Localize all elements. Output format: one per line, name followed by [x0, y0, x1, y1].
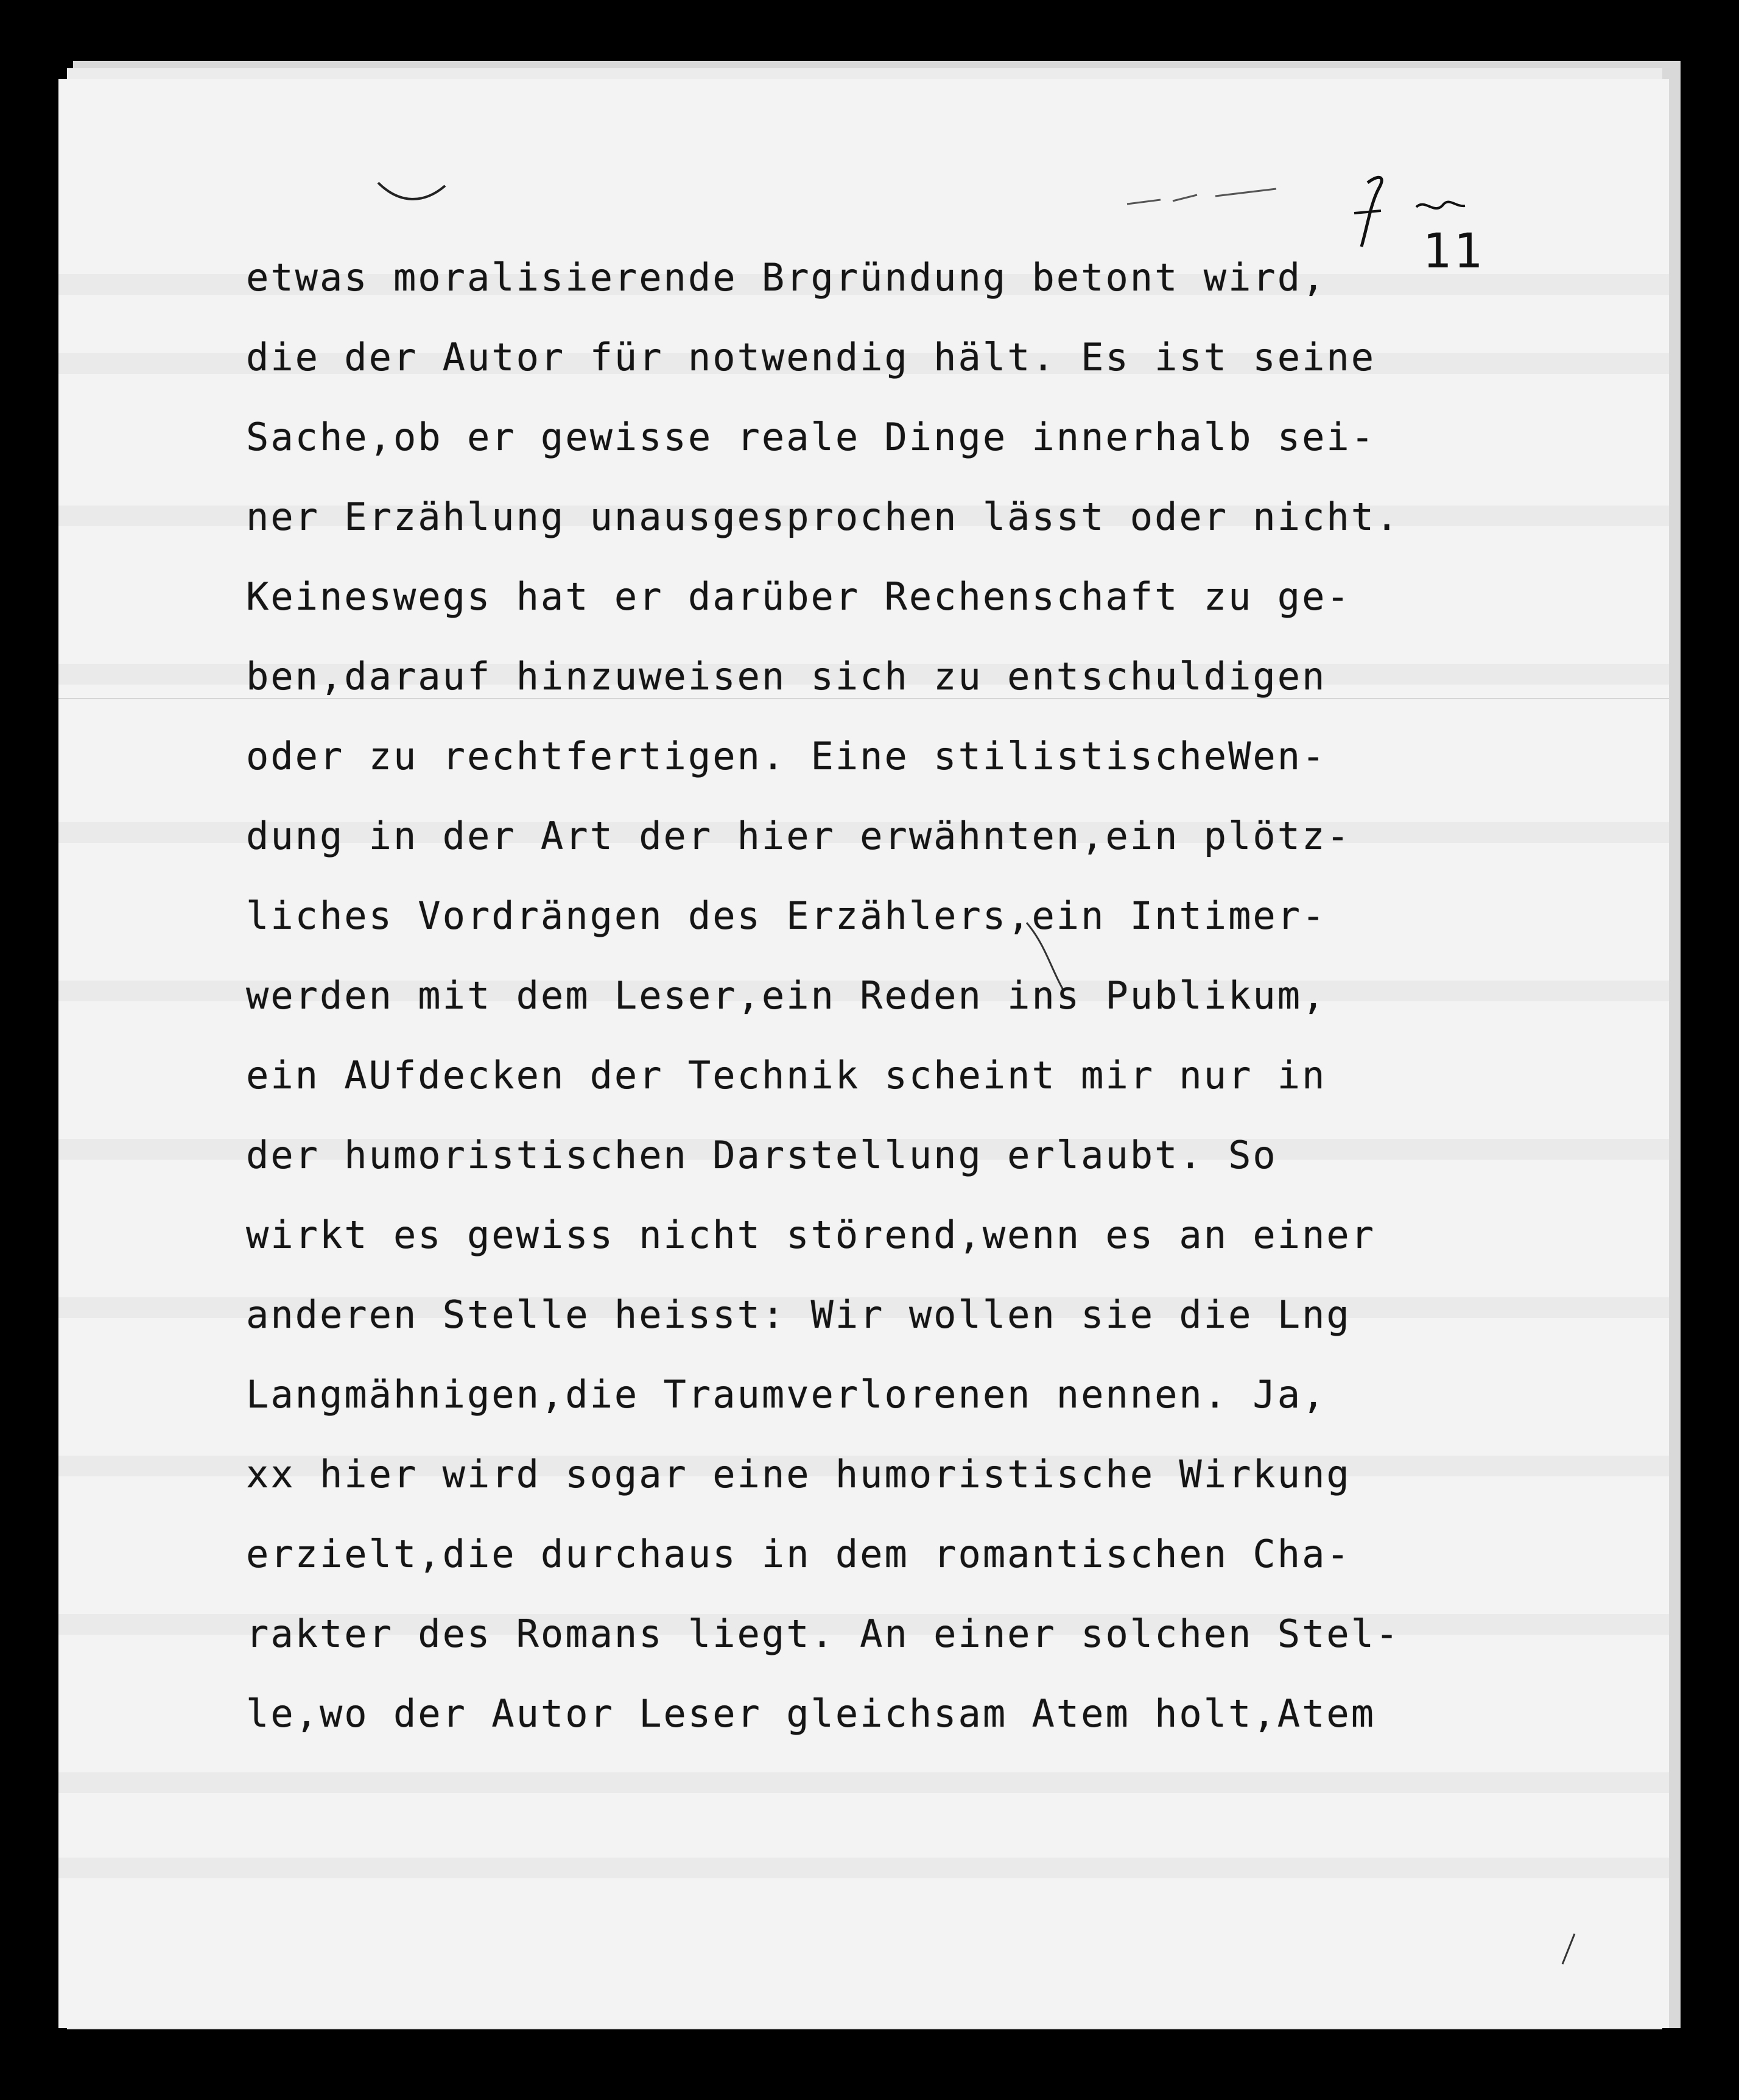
text-line: wirkt es gewiss nicht störend,wenn es an einer	[246, 1213, 1376, 1257]
text-line: der humoristischen Darstellung erlaubt. So	[246, 1133, 1277, 1177]
text-line: werden mit dem Leser,ein Reden ins Publikum,	[246, 973, 1327, 1018]
text-line: oder zu rechtfertigen. Eine stilistischeWen-	[246, 734, 1327, 778]
typewritten-text	[246, 238, 1604, 1753]
text-line: dung in der Art der hier erwähnten,ein plötz-	[246, 814, 1351, 858]
text-line: erzielt,die durchaus in dem romantischen Cha-	[246, 1532, 1351, 1576]
text-line: liches Vordrängen des Erzählers,ein Intimer-	[246, 893, 1327, 938]
text-line: ner Erzählung unausgesprochen lässt oder nicht.	[246, 495, 1400, 539]
text-line: Langmähnigen,die Traumverlorenen nennen. Ja,	[246, 1372, 1327, 1417]
bleed-through	[58, 1772, 1669, 1793]
page-number: 11	[1422, 224, 1484, 279]
text-line: rakter des Romans liegt. An einer solchen Stel-	[246, 1612, 1400, 1656]
text-line: anderen Stelle heisst: Wir wollen sie die Lng	[246, 1292, 1351, 1337]
text-line: Sache,ob er gewisse reale Dinge innerhalb sei-	[246, 415, 1376, 459]
pencil-mark	[1556, 1931, 1581, 1967]
text-line: die der Autor für notwendig hält. Es ist seine	[246, 335, 1376, 379]
text-line: etwas moralisierende Brgründung betont wird,	[246, 255, 1327, 300]
text-line: Keineswegs hat er darüber Rechenschaft zu ge-	[246, 574, 1351, 619]
text-line: le,wo der Autor Leser gleichsam Atem holt,Atem	[246, 1691, 1376, 1736]
bleed-through	[58, 1858, 1669, 1878]
text-line: ben,darauf hinzuweisen sich zu entschuldigen	[246, 654, 1327, 699]
text-line: ein AUfdecken der Technik scheint mir nur in	[246, 1053, 1327, 1098]
pencil-mark	[375, 171, 448, 207]
text-line: xx hier wird sogar eine humoristische Wirkung	[246, 1452, 1351, 1496]
pencil-mark	[1124, 183, 1282, 213]
